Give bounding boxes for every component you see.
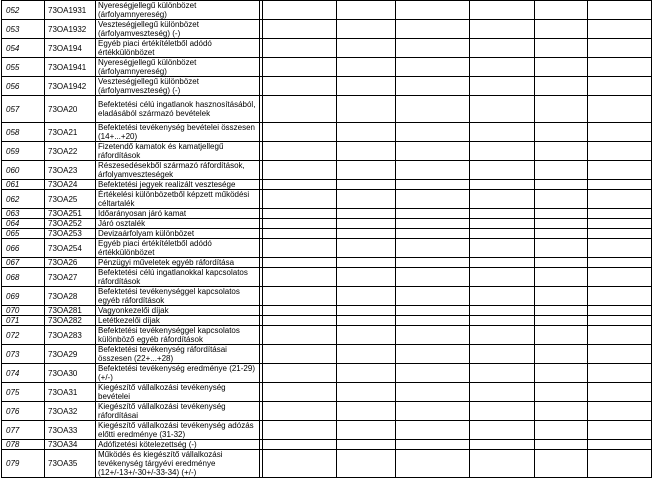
value-cell xyxy=(535,345,588,364)
row-description: Befektetési tevékenység bevételei összesen (14+...+20) xyxy=(96,123,260,142)
value-cell xyxy=(535,123,588,142)
value-cell xyxy=(470,142,535,161)
value-cell xyxy=(535,287,588,306)
value-cell xyxy=(588,326,652,345)
value-cell xyxy=(470,1,535,20)
row-number: 065 xyxy=(2,229,45,239)
value-cell xyxy=(588,20,652,39)
value-cell xyxy=(535,440,588,450)
value-cell xyxy=(396,258,470,268)
table-row xyxy=(2,402,652,421)
value-cell xyxy=(535,239,588,258)
value-cell xyxy=(588,239,652,258)
table-row xyxy=(2,383,652,402)
table-row xyxy=(2,219,652,229)
value-cell xyxy=(588,421,652,440)
table-row xyxy=(2,209,652,219)
value-cell xyxy=(263,316,337,326)
row-description: Egyéb piaci értékítéletből adódó értékkülönbözet xyxy=(96,239,260,258)
value-cell xyxy=(588,77,652,96)
value-cell xyxy=(337,239,396,258)
value-cell xyxy=(470,219,535,229)
value-cell xyxy=(396,364,470,383)
row-description: Veszteségjellegű különbözet (árfolyamveszteség) (-) xyxy=(96,77,260,96)
row-description: Járó osztalék xyxy=(96,219,260,229)
table-row xyxy=(2,20,652,39)
row-code: 73OA25 xyxy=(45,190,96,209)
value-cell xyxy=(263,77,337,96)
value-cell xyxy=(470,268,535,287)
value-cell xyxy=(263,383,337,402)
row-code: 73OA32 xyxy=(45,402,96,421)
value-cell xyxy=(535,20,588,39)
value-cell xyxy=(337,219,396,229)
value-cell xyxy=(535,383,588,402)
value-cell xyxy=(588,450,652,478)
row-code: 73OA26 xyxy=(45,258,96,268)
value-cell xyxy=(588,1,652,20)
row-number: 052 xyxy=(2,1,45,20)
value-cell xyxy=(396,190,470,209)
table-row xyxy=(2,142,652,161)
value-cell xyxy=(337,77,396,96)
value-cell xyxy=(396,142,470,161)
value-cell xyxy=(535,326,588,345)
row-description: Befektetési célú ingatlanokkal kapcsolatos ráfordítások xyxy=(96,268,260,287)
value-cell xyxy=(337,142,396,161)
value-cell xyxy=(337,20,396,39)
table-row xyxy=(2,287,652,306)
value-cell xyxy=(535,421,588,440)
row-number: 056 xyxy=(2,77,45,96)
row-number: 061 xyxy=(2,180,45,190)
row-code: 73OA34 xyxy=(45,440,96,450)
row-description: Egyéb piaci értékítéletből adódó értékkülönbözet xyxy=(96,39,260,58)
value-cell xyxy=(396,20,470,39)
value-cell xyxy=(337,58,396,77)
value-cell xyxy=(470,239,535,258)
value-cell xyxy=(263,229,337,239)
row-code: 73OA281 xyxy=(45,306,96,316)
value-cell xyxy=(396,345,470,364)
value-cell xyxy=(337,209,396,219)
value-cell xyxy=(535,219,588,229)
row-description: Nyereségjellegű különbözet (árfolyamnyereség) xyxy=(96,1,260,20)
value-cell xyxy=(535,258,588,268)
table-row xyxy=(2,306,652,316)
row-description: Kiegészítő vállalkozási tevékenység ráfordításai xyxy=(96,402,260,421)
value-cell xyxy=(470,77,535,96)
value-cell xyxy=(535,268,588,287)
table-row xyxy=(2,345,652,364)
table-row xyxy=(2,239,652,258)
value-cell xyxy=(396,219,470,229)
value-cell xyxy=(470,39,535,58)
row-number: 069 xyxy=(2,287,45,306)
value-cell xyxy=(535,161,588,180)
table-row xyxy=(2,161,652,180)
table-row xyxy=(2,77,652,96)
value-cell xyxy=(470,58,535,77)
value-cell xyxy=(588,123,652,142)
value-cell xyxy=(337,345,396,364)
row-code: 73OA1932 xyxy=(45,20,96,39)
row-code: 73OA23 xyxy=(45,161,96,180)
table-row xyxy=(2,440,652,450)
value-cell xyxy=(337,258,396,268)
value-cell xyxy=(263,268,337,287)
value-cell xyxy=(263,440,337,450)
table-row xyxy=(2,421,652,440)
value-cell xyxy=(263,219,337,229)
row-number: 078 xyxy=(2,440,45,450)
row-number: 058 xyxy=(2,123,45,142)
row-code: 73OA254 xyxy=(45,239,96,258)
value-cell xyxy=(396,440,470,450)
value-cell xyxy=(535,190,588,209)
value-cell xyxy=(470,180,535,190)
row-description: Nyereségjellegű különbözet (árfolyamnyereség) xyxy=(96,58,260,77)
value-cell xyxy=(535,180,588,190)
row-description: Befektetési jegyek realizált vesztesége xyxy=(96,180,260,190)
row-number: 068 xyxy=(2,268,45,287)
row-code: 73OA1941 xyxy=(45,58,96,77)
value-cell xyxy=(337,316,396,326)
row-number: 055 xyxy=(2,58,45,77)
value-cell xyxy=(263,306,337,316)
value-cell xyxy=(263,345,337,364)
value-cell xyxy=(337,364,396,383)
ledger-table xyxy=(1,0,652,478)
row-number: 063 xyxy=(2,209,45,219)
row-code: 73OA24 xyxy=(45,180,96,190)
value-cell xyxy=(470,306,535,316)
table-row xyxy=(2,190,652,209)
row-number: 076 xyxy=(2,402,45,421)
value-cell xyxy=(396,402,470,421)
table-row xyxy=(2,268,652,287)
row-code: 73OA21 xyxy=(45,123,96,142)
value-cell xyxy=(470,229,535,239)
value-cell xyxy=(588,58,652,77)
value-cell xyxy=(396,209,470,219)
value-cell xyxy=(535,316,588,326)
row-code: 73OA28 xyxy=(45,287,96,306)
row-code: 73OA253 xyxy=(45,229,96,239)
value-cell xyxy=(588,345,652,364)
value-cell xyxy=(535,96,588,123)
value-cell xyxy=(396,383,470,402)
value-cell xyxy=(470,316,535,326)
value-cell xyxy=(588,96,652,123)
value-cell xyxy=(396,421,470,440)
row-description: Értékelési különbözetből képzett működési céltartalék xyxy=(96,190,260,209)
value-cell xyxy=(396,39,470,58)
row-code: 73OA1942 xyxy=(45,77,96,96)
value-cell xyxy=(470,450,535,478)
value-cell xyxy=(263,96,337,123)
table-row xyxy=(2,258,652,268)
value-cell xyxy=(470,20,535,39)
row-code: 73OA283 xyxy=(45,326,96,345)
row-description: Befektetési tevékenységgel kapcsolatos egyéb ráfordítások xyxy=(96,287,260,306)
row-description: Befektetési tevékenység eredménye (21-29) (+/-) xyxy=(96,364,260,383)
value-cell xyxy=(396,123,470,142)
value-cell xyxy=(396,268,470,287)
row-code: 73OA194 xyxy=(45,39,96,58)
row-description: Részesedésekből származó ráfordítások, árfolyamveszteségek xyxy=(96,161,260,180)
row-code: 73OA1931 xyxy=(45,1,96,20)
table-row xyxy=(2,180,652,190)
value-cell xyxy=(535,450,588,478)
value-cell xyxy=(470,96,535,123)
row-description: Kiegészítő vállalkozási tevékenység bevételei xyxy=(96,383,260,402)
value-cell xyxy=(396,96,470,123)
value-cell xyxy=(337,268,396,287)
value-cell xyxy=(263,287,337,306)
table-row xyxy=(2,123,652,142)
row-description: Befektetési tevékenységgel kapcsolatos különböző egyéb ráfordítások xyxy=(96,326,260,345)
row-description: Befektetési tevékenység ráfordításai összesen (22+...+28) xyxy=(96,345,260,364)
value-cell xyxy=(470,326,535,345)
value-cell xyxy=(337,402,396,421)
value-cell xyxy=(470,161,535,180)
value-cell xyxy=(588,440,652,450)
value-cell xyxy=(263,326,337,345)
row-description: Időarányosan járó kamat xyxy=(96,209,260,219)
value-cell xyxy=(396,229,470,239)
value-cell xyxy=(470,190,535,209)
value-cell xyxy=(263,20,337,39)
table-row xyxy=(2,450,652,478)
value-cell xyxy=(337,440,396,450)
value-cell xyxy=(588,316,652,326)
row-description: Letétkezelői díjak xyxy=(96,316,260,326)
value-cell xyxy=(337,190,396,209)
row-code: 73OA30 xyxy=(45,364,96,383)
row-code: 73OA29 xyxy=(45,345,96,364)
value-cell xyxy=(470,123,535,142)
value-cell xyxy=(263,123,337,142)
value-cell xyxy=(588,180,652,190)
value-cell xyxy=(535,229,588,239)
row-code: 73OA33 xyxy=(45,421,96,440)
value-cell xyxy=(588,258,652,268)
value-cell xyxy=(337,96,396,123)
value-cell xyxy=(470,345,535,364)
value-cell xyxy=(535,306,588,316)
value-cell xyxy=(535,58,588,77)
table-row xyxy=(2,229,652,239)
value-cell xyxy=(263,142,337,161)
row-description: Fizetendő kamatok és kamatjellegű ráfordítások xyxy=(96,142,260,161)
value-cell xyxy=(470,440,535,450)
value-cell xyxy=(396,58,470,77)
value-cell xyxy=(470,383,535,402)
row-number: 064 xyxy=(2,219,45,229)
value-cell xyxy=(263,161,337,180)
value-cell xyxy=(337,326,396,345)
value-cell xyxy=(588,229,652,239)
value-cell xyxy=(470,364,535,383)
value-cell xyxy=(396,287,470,306)
value-cell xyxy=(588,190,652,209)
value-cell xyxy=(337,450,396,478)
value-cell xyxy=(588,306,652,316)
row-code: 73OA35 xyxy=(45,450,96,478)
row-number: 053 xyxy=(2,20,45,39)
value-cell xyxy=(588,219,652,229)
value-cell xyxy=(535,77,588,96)
row-code: 73OA20 xyxy=(45,96,96,123)
value-cell xyxy=(535,39,588,58)
row-code: 73OA22 xyxy=(45,142,96,161)
row-number: 079 xyxy=(2,450,45,478)
table-row xyxy=(2,316,652,326)
value-cell xyxy=(396,326,470,345)
value-cell xyxy=(396,450,470,478)
table-row xyxy=(2,364,652,383)
value-cell xyxy=(337,306,396,316)
value-cell xyxy=(470,421,535,440)
row-number: 075 xyxy=(2,383,45,402)
row-number: 060 xyxy=(2,161,45,180)
value-cell xyxy=(588,268,652,287)
value-cell xyxy=(263,209,337,219)
value-cell xyxy=(470,258,535,268)
row-number: 067 xyxy=(2,258,45,268)
row-description: Pénzügyi műveletek egyéb ráfordítása xyxy=(96,258,260,268)
table-row xyxy=(2,1,652,20)
value-cell xyxy=(263,402,337,421)
value-cell xyxy=(337,39,396,58)
value-cell xyxy=(588,287,652,306)
value-cell xyxy=(588,383,652,402)
value-cell xyxy=(396,180,470,190)
value-cell xyxy=(470,402,535,421)
value-cell xyxy=(535,364,588,383)
value-cell xyxy=(588,209,652,219)
value-cell xyxy=(337,287,396,306)
row-description: Veszteségjellegű különbözet (árfolyamveszteség) (-) xyxy=(96,20,260,39)
row-number: 074 xyxy=(2,364,45,383)
value-cell xyxy=(263,421,337,440)
value-cell xyxy=(588,142,652,161)
table-row xyxy=(2,96,652,123)
row-description: Devizaárfolyam különbözet xyxy=(96,229,260,239)
value-cell xyxy=(535,142,588,161)
row-code: 73OA252 xyxy=(45,219,96,229)
value-cell xyxy=(337,229,396,239)
value-cell xyxy=(588,161,652,180)
value-cell xyxy=(263,190,337,209)
value-cell xyxy=(535,1,588,20)
row-description: Kiegészítő vállalkozási tevékenység adózás előtti eredménye (31-32) xyxy=(96,421,260,440)
row-code: 73OA251 xyxy=(45,209,96,219)
value-cell xyxy=(263,258,337,268)
row-description: Befektetési célú ingatlanok hasznosításából, eladásából származó bevételek xyxy=(96,96,260,123)
value-cell xyxy=(396,239,470,258)
value-cell xyxy=(337,421,396,440)
table-row xyxy=(2,39,652,58)
value-cell xyxy=(263,58,337,77)
value-cell xyxy=(263,180,337,190)
value-cell xyxy=(535,209,588,219)
value-cell xyxy=(470,209,535,219)
value-cell xyxy=(396,316,470,326)
value-cell xyxy=(337,123,396,142)
value-cell xyxy=(263,364,337,383)
value-cell xyxy=(396,161,470,180)
row-description: Vagyonkezelői díjak xyxy=(96,306,260,316)
row-number: 072 xyxy=(2,326,45,345)
table-row xyxy=(2,326,652,345)
row-code: 73OA282 xyxy=(45,316,96,326)
value-cell xyxy=(337,383,396,402)
value-cell xyxy=(263,450,337,478)
value-cell xyxy=(263,239,337,258)
value-cell xyxy=(396,306,470,316)
value-cell xyxy=(588,402,652,421)
row-number: 054 xyxy=(2,39,45,58)
row-code: 73OA31 xyxy=(45,383,96,402)
value-cell xyxy=(396,77,470,96)
row-number: 070 xyxy=(2,306,45,316)
row-description: Adófizetési kötelezettség (-) xyxy=(96,440,260,450)
value-cell xyxy=(535,402,588,421)
value-cell xyxy=(588,364,652,383)
row-number: 073 xyxy=(2,345,45,364)
value-cell xyxy=(470,287,535,306)
value-cell xyxy=(337,180,396,190)
ledger-body xyxy=(2,1,652,478)
row-number: 077 xyxy=(2,421,45,440)
row-number: 057 xyxy=(2,96,45,123)
value-cell xyxy=(337,1,396,20)
value-cell xyxy=(396,1,470,20)
row-description: Működés és kiegészítő vállalkozási tevékenység tárgyévi eredménye (12+/-13+/-30+/-33-34) (+/-) xyxy=(96,450,260,478)
value-cell xyxy=(588,39,652,58)
value-cell xyxy=(337,161,396,180)
row-number: 059 xyxy=(2,142,45,161)
row-number: 062 xyxy=(2,190,45,209)
value-cell xyxy=(263,39,337,58)
row-code: 73OA27 xyxy=(45,268,96,287)
table-row xyxy=(2,58,652,77)
row-number: 071 xyxy=(2,316,45,326)
row-number: 066 xyxy=(2,239,45,258)
value-cell xyxy=(263,1,337,20)
